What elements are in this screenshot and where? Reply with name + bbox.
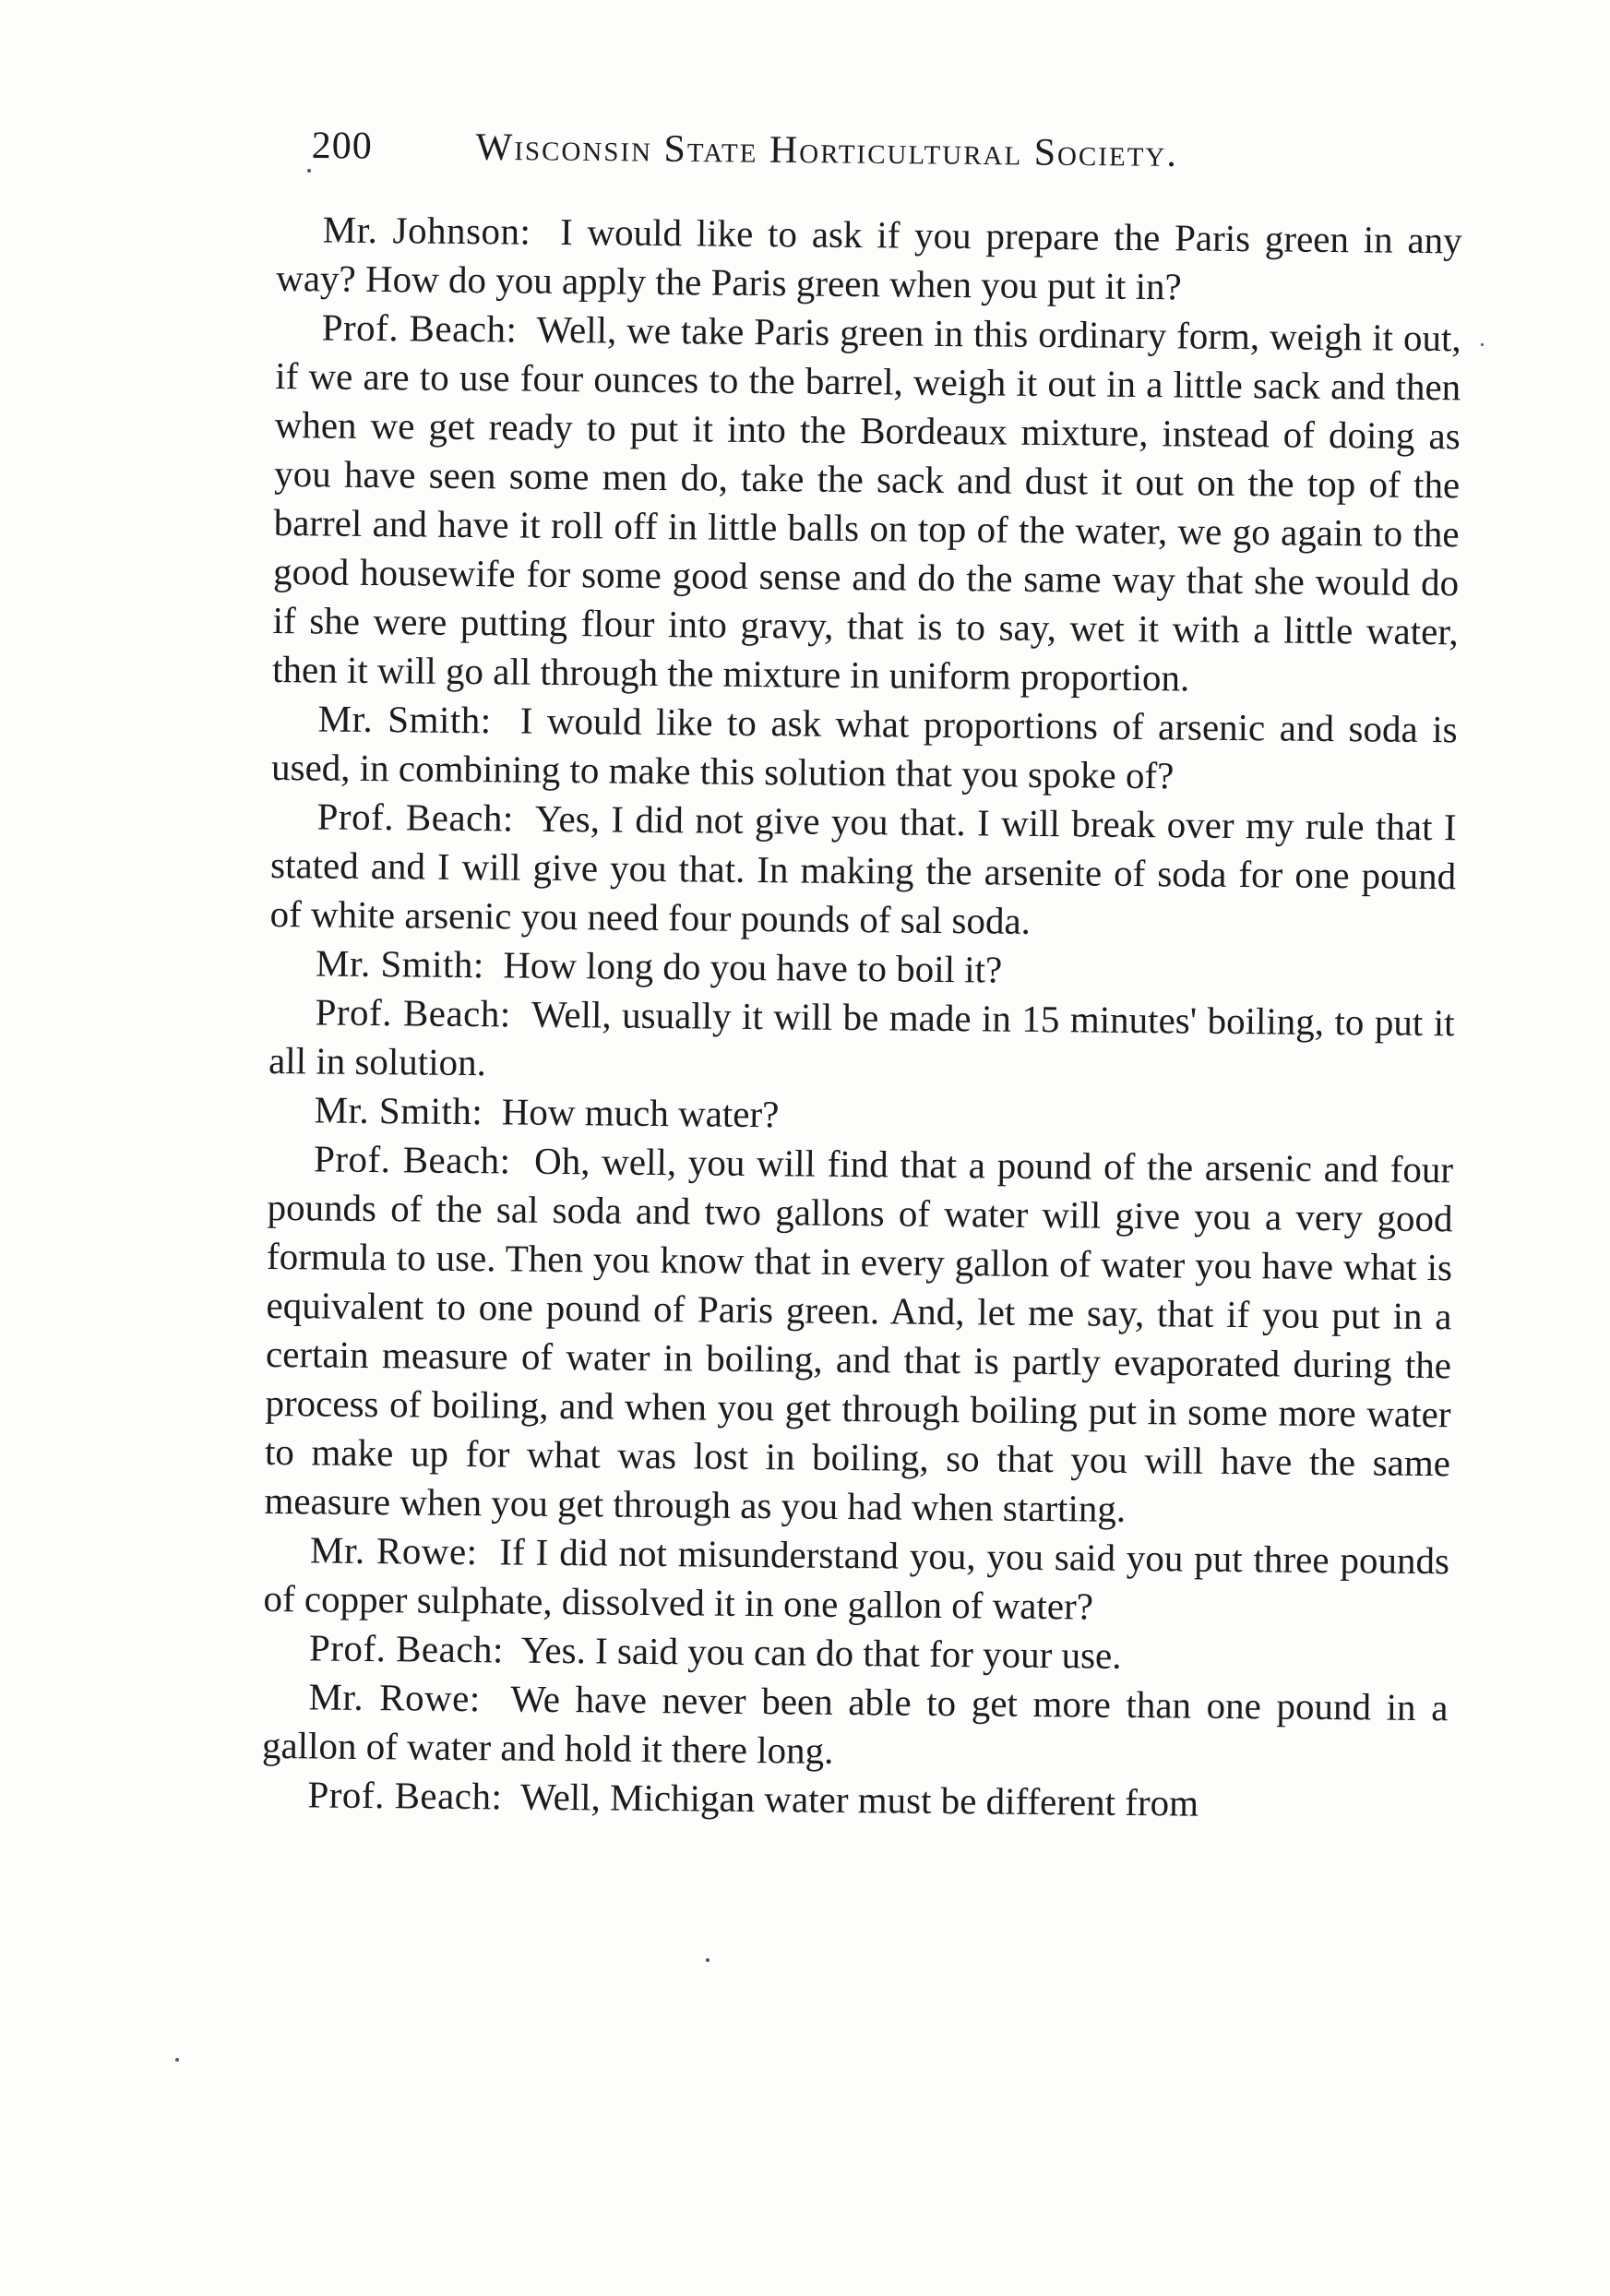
paragraph — [271, 694, 1458, 803]
print-speck — [706, 1958, 710, 1962]
paragraph — [276, 205, 1462, 314]
journal-title: Wisconsin State Horticultural Society. — [475, 126, 1179, 176]
speaker-label: Prof. Beach: — [313, 1137, 511, 1182]
paragraph-text: I would like to ask what proportions of arsenic and soda is used, in combining to make this solution that you spoke of? — [270, 699, 1458, 797]
speaker-label: Prof. Beach: — [315, 990, 512, 1035]
paragraph-text: How much water? — [501, 1090, 780, 1136]
speaker-label: Mr. Smith: — [315, 941, 485, 987]
paragraph — [264, 1134, 1453, 1537]
body-text — [261, 205, 1462, 1830]
paragraph — [263, 1525, 1449, 1634]
paragraph-text: Well, we take Paris green in this ordinary form, weigh it out, if we are to use four ounces to the barrel, weigh it out in a little sack and then when we get ready to put it into the Bordeaux mixture, instead of doing as you have seen some men do, take the sack and dust it out on the top of the barrel and have it roll off in little balls on top of the water, we go again to the good housewife for some good sense and do the same way that she would do if she were putting flour into gravy, that is to say, wet it with a little water, then it will go all through the mixture in uniform proportion. — [271, 307, 1461, 700]
speaker-label: Mr. Smith: — [317, 697, 492, 742]
paragraph-text: Well, usually it will be made in 15 minutes' boiling, to put it all in solution. — [268, 992, 1455, 1084]
speaker-label: Mr. Rowe: — [309, 1528, 478, 1573]
paragraph-text: Well, Michigan water must be different from — [519, 1775, 1199, 1824]
paragraph — [268, 987, 1455, 1096]
print-speck — [307, 169, 311, 173]
page-number: 200 — [311, 124, 373, 168]
paragraph-text: If I did not misunderstand you, you said you put three pounds of copper sulphate, dissolved it in one gallon of water? — [263, 1530, 1450, 1628]
paragraph-text: We have never been able to get more than one pound in a gallon of water and hold it there long. — [261, 1677, 1449, 1772]
speaker-label: Prof. Beach: — [308, 1626, 505, 1671]
speaker-label: Mr. Smith: — [314, 1088, 483, 1133]
paragraph — [261, 1770, 1447, 1830]
running-head — [311, 116, 1308, 181]
speaker-label: Prof. Beach: — [307, 1773, 503, 1818]
speaker-label: Prof. Beach: — [316, 795, 514, 840]
paragraph-text: How long do you have to boil it? — [503, 943, 1003, 991]
paragraph-text: Yes. I said you can do that for your use. — [520, 1628, 1122, 1677]
paragraph-text: Oh, well, you will find that a pound of the arsenic and four pounds of the sal soda and two gallons of water will give you a very good formula to use. Then you know that in every gallon of water you have what is equivalent to one pound of Paris green. And, let me say, that if you put in a certain measure of water in boiling, and that is partly evaporated during the process of boiling, and when you get through boiling put in some more water to make up for what was lost in boiling, so that you will have the same measure when you get through as you had when starting. — [264, 1139, 1454, 1530]
paragraph-text: I would like to ask if you prepare the Paris green in any way? How do you apply the Paris green when you put it in? — [276, 209, 1462, 308]
paragraph — [272, 303, 1461, 705]
speaker-label: Mr. Rowe: — [308, 1675, 481, 1720]
print-speck — [175, 2058, 179, 2062]
paragraph-text: Yes, I did not give you that. I will break over my rule that I stated and I will give you that. In making the arsenite of soda for one pound of white arsenic you need four pounds of sal soda. — [269, 796, 1457, 942]
speaker-label: Mr. Johnson: — [322, 208, 531, 253]
paragraph — [262, 1672, 1449, 1781]
print-speck — [1481, 343, 1484, 346]
paragraph — [269, 792, 1456, 950]
speaker-label: Prof. Beach: — [321, 305, 518, 351]
